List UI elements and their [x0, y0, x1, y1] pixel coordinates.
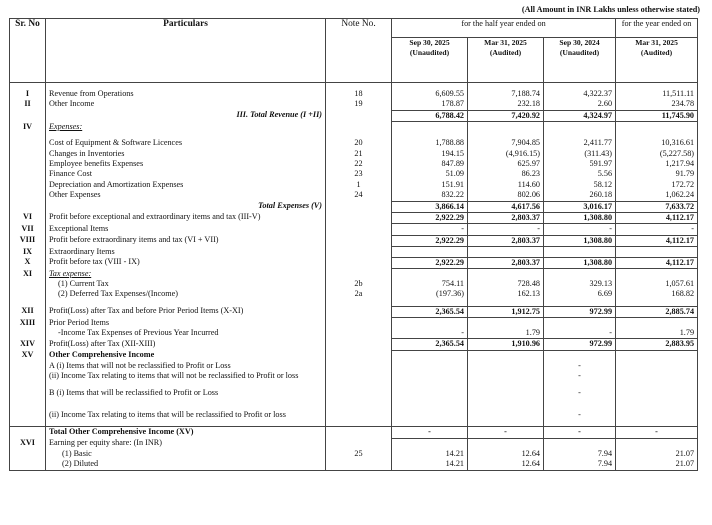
- table-row: [10, 438, 698, 448]
- particulars-cell: Changes in Inventories: [46, 149, 326, 159]
- amount-cell: 1,308.80: [544, 257, 616, 268]
- particulars-cell: [468, 269, 544, 279]
- amount-cell: 2,365.54: [392, 339, 468, 350]
- col-header-period-3: Sep 30, 2024 (Unaudited): [544, 38, 616, 83]
- amount-cell: -: [544, 410, 616, 420]
- table-row: [10, 459, 698, 470]
- table-row: [10, 201, 698, 212]
- amount-cell: 7,420.92: [468, 110, 544, 121]
- sr-no-cell: IV: [10, 122, 46, 132]
- particulars-cell: (1) Basic: [46, 449, 326, 459]
- table-row: [10, 169, 698, 179]
- amount-cell: (197.36): [392, 289, 468, 299]
- amount-cell: -: [544, 427, 616, 438]
- amount-cell: 7,188.74: [468, 89, 544, 99]
- particulars-cell: [468, 318, 544, 328]
- particulars-cell: [326, 257, 392, 268]
- particulars-cell: (1) Current Tax: [46, 279, 326, 289]
- table-row: [10, 410, 698, 420]
- particulars-cell: [616, 438, 698, 448]
- table-row: [10, 388, 698, 398]
- amount-cell: 2,885.74: [616, 306, 698, 317]
- particulars-cell: [392, 247, 468, 257]
- amount-cell: 162.13: [468, 289, 544, 299]
- amount-cell: 86.23: [468, 169, 544, 179]
- amount-cell: 1,912.75: [468, 306, 544, 317]
- particulars-cell: [616, 247, 698, 257]
- table-row: [10, 289, 698, 299]
- particulars-cell: (ii) Income Tax relating to items that will be reclassified to Profit or loss: [46, 410, 326, 420]
- amount-cell: -: [544, 388, 616, 398]
- sr-no-cell: XVI: [10, 438, 46, 448]
- amount-cell: 5.56: [544, 169, 616, 179]
- amount-cell: 11,511.11: [616, 89, 698, 99]
- particulars-cell: [326, 361, 392, 371]
- table-row: [10, 247, 698, 257]
- particulars-cell: [326, 122, 392, 132]
- amount-cell: 12.64: [468, 459, 544, 470]
- table-row: [10, 318, 698, 328]
- particulars-cell: [326, 201, 392, 212]
- sr-no-cell: X: [10, 257, 46, 268]
- sr-no-cell: XIV: [10, 339, 46, 350]
- amount-cell: 329.13: [544, 279, 616, 289]
- amount-cell: 7,633.72: [616, 201, 698, 212]
- amount-cell: 2,922.29: [392, 257, 468, 268]
- table-row: [10, 449, 698, 459]
- particulars-cell: Revenue from Operations: [46, 89, 326, 99]
- table-row: [10, 149, 698, 159]
- particulars-cell: [392, 388, 468, 398]
- particulars-cell: [10, 328, 46, 339]
- particulars-cell: [326, 306, 392, 317]
- particulars-cell: [392, 269, 468, 279]
- table-row: [10, 224, 698, 235]
- amount-cell: 168.82: [616, 289, 698, 299]
- col-header-particulars: Particulars: [46, 19, 326, 83]
- amount-cell: (4,916.15): [468, 149, 544, 159]
- amount-cell: (5,227.58): [616, 149, 698, 159]
- amount-cell: 3,016.17: [544, 201, 616, 212]
- particulars-cell: [326, 339, 392, 350]
- amount-cell: 151.91: [392, 180, 468, 190]
- table-row: [10, 212, 698, 223]
- sr-no-cell: VI: [10, 212, 46, 223]
- particulars-cell: [326, 427, 392, 438]
- note-no-cell: 19: [326, 99, 392, 110]
- particulars-cell: A (i) Items that will not be reclassified to Profit or Loss: [46, 361, 326, 371]
- table-row: [10, 110, 698, 121]
- amount-cell: 172.72: [616, 180, 698, 190]
- table-row: [10, 427, 698, 438]
- amount-cell: 1,057.61: [616, 279, 698, 289]
- col-header-sr-no: Sr. No: [10, 19, 46, 83]
- amount-cell: 14.21: [392, 449, 468, 459]
- particulars-cell: Profit(Loss) after Tax (XII-XIII): [46, 339, 326, 350]
- particulars-cell: Extraordinary Items: [46, 247, 326, 257]
- particulars-cell: [392, 410, 468, 420]
- particulars-cell: [468, 438, 544, 448]
- sr-no-cell: II: [10, 99, 46, 110]
- particulars-cell: [468, 350, 544, 360]
- amount-cell: 51.09: [392, 169, 468, 179]
- particulars-cell: [326, 410, 392, 420]
- particulars-cell: [326, 350, 392, 360]
- table-row: [10, 190, 698, 201]
- amount-cell: 847.89: [392, 159, 468, 169]
- amount-cell: 232.18: [468, 99, 544, 110]
- amount-cell: 802.06: [468, 190, 544, 201]
- amount-cell: 4,617.56: [468, 201, 544, 212]
- sr-no-cell: VII: [10, 224, 46, 235]
- particulars-cell: Total Other Comprehensive Income (XV): [46, 427, 326, 438]
- particulars-cell: [10, 110, 46, 121]
- particulars-cell: [10, 449, 46, 459]
- particulars-cell: Total Expenses (V): [46, 201, 326, 212]
- particulars-cell: Tax expense:: [46, 269, 326, 279]
- table-row: [10, 99, 698, 110]
- amount-cell: -: [616, 427, 698, 438]
- particulars-cell: [10, 149, 46, 159]
- table-row: [10, 328, 698, 339]
- amount-cell: 754.11: [392, 279, 468, 289]
- note-no-cell: 25: [326, 449, 392, 459]
- particulars-cell: [10, 289, 46, 299]
- amount-cell: 4,322.37: [544, 89, 616, 99]
- amount-cell: 832.22: [392, 190, 468, 201]
- particulars-cell: [10, 138, 46, 148]
- table-row: [10, 269, 698, 279]
- particulars-cell: III. Total Revenue (I +II): [46, 110, 326, 121]
- amount-cell: 625.97: [468, 159, 544, 169]
- particulars-cell: Other Income: [46, 99, 326, 110]
- particulars-cell: Earning per equity share: (In INR): [46, 438, 326, 448]
- col-group-year: for the year ended on: [616, 19, 698, 38]
- col-header-period-1: Sep 30, 2025 (Unaudited): [392, 38, 468, 83]
- amount-cell: 194.15: [392, 149, 468, 159]
- amount-cell: 91.79: [616, 169, 698, 179]
- particulars-cell: [616, 122, 698, 132]
- sr-no-cell: I: [10, 89, 46, 99]
- amount-cell: 728.48: [468, 279, 544, 289]
- particulars-cell: [616, 371, 698, 381]
- amount-cell: 21.07: [616, 459, 698, 470]
- particulars-cell: Profit before tax (VIII - IX): [46, 257, 326, 268]
- particulars-cell: [392, 361, 468, 371]
- particulars-cell: [616, 388, 698, 398]
- particulars-cell: [10, 371, 46, 381]
- table-row: [10, 138, 698, 148]
- particulars-cell: [326, 235, 392, 246]
- amount-cell: -: [392, 427, 468, 438]
- particulars-cell: Cost of Equipment & Software Licences: [46, 138, 326, 148]
- amount-cell: (311.43): [544, 149, 616, 159]
- amount-cell: 2,803.37: [468, 212, 544, 223]
- amount-cell: 6.69: [544, 289, 616, 299]
- particulars-cell: [10, 388, 46, 398]
- amount-cell: 972.99: [544, 339, 616, 350]
- amount-cell: -: [616, 224, 698, 235]
- particulars-cell: [10, 361, 46, 371]
- sr-no-cell: IX: [10, 247, 46, 257]
- col-header-period-4: Mar 31, 2025 (Audited): [616, 38, 698, 83]
- particulars-cell: [326, 318, 392, 328]
- particulars-cell: [468, 247, 544, 257]
- table-row: [10, 306, 698, 317]
- particulars-cell: Profit before exceptional and extraordinary items and tax (III-V): [46, 212, 326, 223]
- particulars-cell: [468, 361, 544, 371]
- note-no-cell: 23: [326, 169, 392, 179]
- amount-cell: 6,609.55: [392, 89, 468, 99]
- table-row: [10, 350, 698, 360]
- particulars-cell: [544, 269, 616, 279]
- sr-no-cell: XIII: [10, 318, 46, 328]
- note-no-cell: 20: [326, 138, 392, 148]
- particulars-cell: [10, 410, 46, 420]
- particulars-cell: [616, 318, 698, 328]
- particulars-cell: [10, 180, 46, 190]
- particulars-cell: [616, 350, 698, 360]
- particulars-cell: [392, 371, 468, 381]
- particulars-cell: [544, 247, 616, 257]
- amount-cell: 972.99: [544, 306, 616, 317]
- particulars-cell: Employee benefits Expenses: [46, 159, 326, 169]
- amount-cell: 4,112.17: [616, 257, 698, 268]
- particulars-cell: [326, 212, 392, 223]
- note-no-cell: 2b: [326, 279, 392, 289]
- amount-cell: 11,745.90: [616, 110, 698, 121]
- particulars-cell: (ii) Income Tax relating to items that will not be reclassified to Profit or loss: [46, 371, 326, 381]
- amount-cell: 1,308.80: [544, 235, 616, 246]
- particulars-cell: B (i) Items that will be reclassified to Profit or Loss: [46, 388, 326, 398]
- particulars-cell: [468, 410, 544, 420]
- particulars-cell: [10, 201, 46, 212]
- amount-cell: 234.78: [616, 99, 698, 110]
- amount-cell: 21.07: [616, 449, 698, 459]
- amount-unit-note: (All Amount in INR Lakhs unless otherwise stated): [521, 5, 700, 14]
- amount-cell: 4,112.17: [616, 235, 698, 246]
- particulars-cell: [544, 350, 616, 360]
- particulars-cell: [326, 328, 392, 339]
- particulars-cell: [468, 371, 544, 381]
- particulars-cell: [392, 318, 468, 328]
- table-row: [10, 122, 698, 132]
- amount-cell: -: [544, 371, 616, 381]
- amount-cell: 2,365.54: [392, 306, 468, 317]
- particulars-cell: Profit before extraordinary items and tax (VI + VII): [46, 235, 326, 246]
- particulars-cell: [468, 122, 544, 132]
- table-row: [10, 279, 698, 289]
- sr-no-cell: XII: [10, 306, 46, 317]
- amount-cell: 2,411.77: [544, 138, 616, 148]
- amount-cell: 2,922.29: [392, 212, 468, 223]
- amount-cell: 1,308.80: [544, 212, 616, 223]
- amount-cell: 7.94: [544, 449, 616, 459]
- table-row: [10, 159, 698, 169]
- amount-cell: 2,803.37: [468, 257, 544, 268]
- particulars-cell: Prior Period Items: [46, 318, 326, 328]
- particulars-cell: [392, 122, 468, 132]
- particulars-cell: [326, 269, 392, 279]
- particulars-cell: Profit(Loss) after Tax and before Prior Period Items (X-XI): [46, 306, 326, 317]
- amount-cell: -: [468, 427, 544, 438]
- particulars-cell: [392, 350, 468, 360]
- amount-cell: 114.60: [468, 180, 544, 190]
- particulars-cell: [392, 438, 468, 448]
- note-no-cell: 1: [326, 180, 392, 190]
- particulars-cell: [10, 427, 46, 438]
- amount-cell: 591.97: [544, 159, 616, 169]
- particulars-cell: [326, 224, 392, 235]
- amount-cell: 2,883.95: [616, 339, 698, 350]
- amount-cell: 260.18: [544, 190, 616, 201]
- table-row: [10, 257, 698, 268]
- amount-cell: -: [468, 224, 544, 235]
- particulars-cell: [468, 388, 544, 398]
- amount-cell: -: [544, 328, 616, 339]
- amount-cell: 1,788.88: [392, 138, 468, 148]
- particulars-cell: Other Comprehensive Income: [46, 350, 326, 360]
- amount-cell: 10,316.61: [616, 138, 698, 148]
- particulars-cell: [544, 122, 616, 132]
- amount-cell: 1,217.94: [616, 159, 698, 169]
- table-row: [10, 339, 698, 350]
- particulars-cell: [616, 410, 698, 420]
- particulars-cell: [616, 361, 698, 371]
- note-no-cell: 22: [326, 159, 392, 169]
- particulars-cell: (2) Deferred Tax Expenses/(Income): [46, 289, 326, 299]
- particulars-cell: [10, 169, 46, 179]
- amount-cell: 1,910.96: [468, 339, 544, 350]
- note-no-cell: 24: [326, 190, 392, 201]
- particulars-cell: [326, 371, 392, 381]
- particulars-cell: [10, 459, 46, 470]
- sr-no-cell: XI: [10, 269, 46, 279]
- amount-cell: -: [392, 328, 468, 339]
- particulars-cell: [326, 247, 392, 257]
- amount-cell: 1.79: [468, 328, 544, 339]
- col-header-note-no: Note No.: [326, 19, 392, 83]
- particulars-cell: -Income Tax Expenses of Previous Year Incurred: [46, 328, 326, 339]
- particulars-cell: [10, 159, 46, 169]
- amount-cell: 1,062.24: [616, 190, 698, 201]
- particulars-cell: [616, 269, 698, 279]
- particulars-cell: (2) Diluted: [46, 459, 326, 470]
- amount-cell: 6,788.42: [392, 110, 468, 121]
- particulars-cell: Expenses:: [46, 122, 326, 132]
- particulars-cell: [544, 438, 616, 448]
- table-row: [10, 371, 698, 381]
- table-row: [10, 180, 698, 190]
- profit-loss-statement-table: [9, 18, 698, 471]
- amount-cell: 58.12: [544, 180, 616, 190]
- particulars-cell: [10, 190, 46, 201]
- amount-cell: 2,803.37: [468, 235, 544, 246]
- table-row: [10, 89, 698, 99]
- amount-cell: 178.87: [392, 99, 468, 110]
- amount-cell: 2.60: [544, 99, 616, 110]
- sr-no-cell: VIII: [10, 235, 46, 246]
- amount-cell: -: [544, 361, 616, 371]
- note-no-cell: 21: [326, 149, 392, 159]
- particulars-cell: [326, 459, 392, 470]
- col-group-half-year: for the half year ended on: [392, 19, 616, 38]
- sr-no-cell: XV: [10, 350, 46, 360]
- particulars-cell: [544, 318, 616, 328]
- amount-cell: 12.64: [468, 449, 544, 459]
- note-no-cell: 2a: [326, 289, 392, 299]
- amount-cell: 3,866.14: [392, 201, 468, 212]
- amount-cell: 14.21: [392, 459, 468, 470]
- amount-cell: 1.79: [616, 328, 698, 339]
- particulars-cell: Depreciation and Amortization Expenses: [46, 180, 326, 190]
- particulars-cell: [326, 388, 392, 398]
- col-header-period-2: Mar 31, 2025 (Audited): [468, 38, 544, 83]
- particulars-cell: [10, 279, 46, 289]
- amount-cell: 2,922.29: [392, 235, 468, 246]
- table-row: [10, 235, 698, 246]
- amount-cell: -: [392, 224, 468, 235]
- particulars-cell: [326, 110, 392, 121]
- table-row: [10, 361, 698, 371]
- amount-cell: 4,324.97: [544, 110, 616, 121]
- particulars-cell: Other Expenses: [46, 190, 326, 201]
- particulars-cell: Exceptional Items: [46, 224, 326, 235]
- amount-cell: 7.94: [544, 459, 616, 470]
- particulars-cell: [326, 438, 392, 448]
- amount-cell: -: [544, 224, 616, 235]
- note-no-cell: 18: [326, 89, 392, 99]
- amount-cell: 7,904.85: [468, 138, 544, 148]
- particulars-cell: Finance Cost: [46, 169, 326, 179]
- amount-cell: 4,112.17: [616, 212, 698, 223]
